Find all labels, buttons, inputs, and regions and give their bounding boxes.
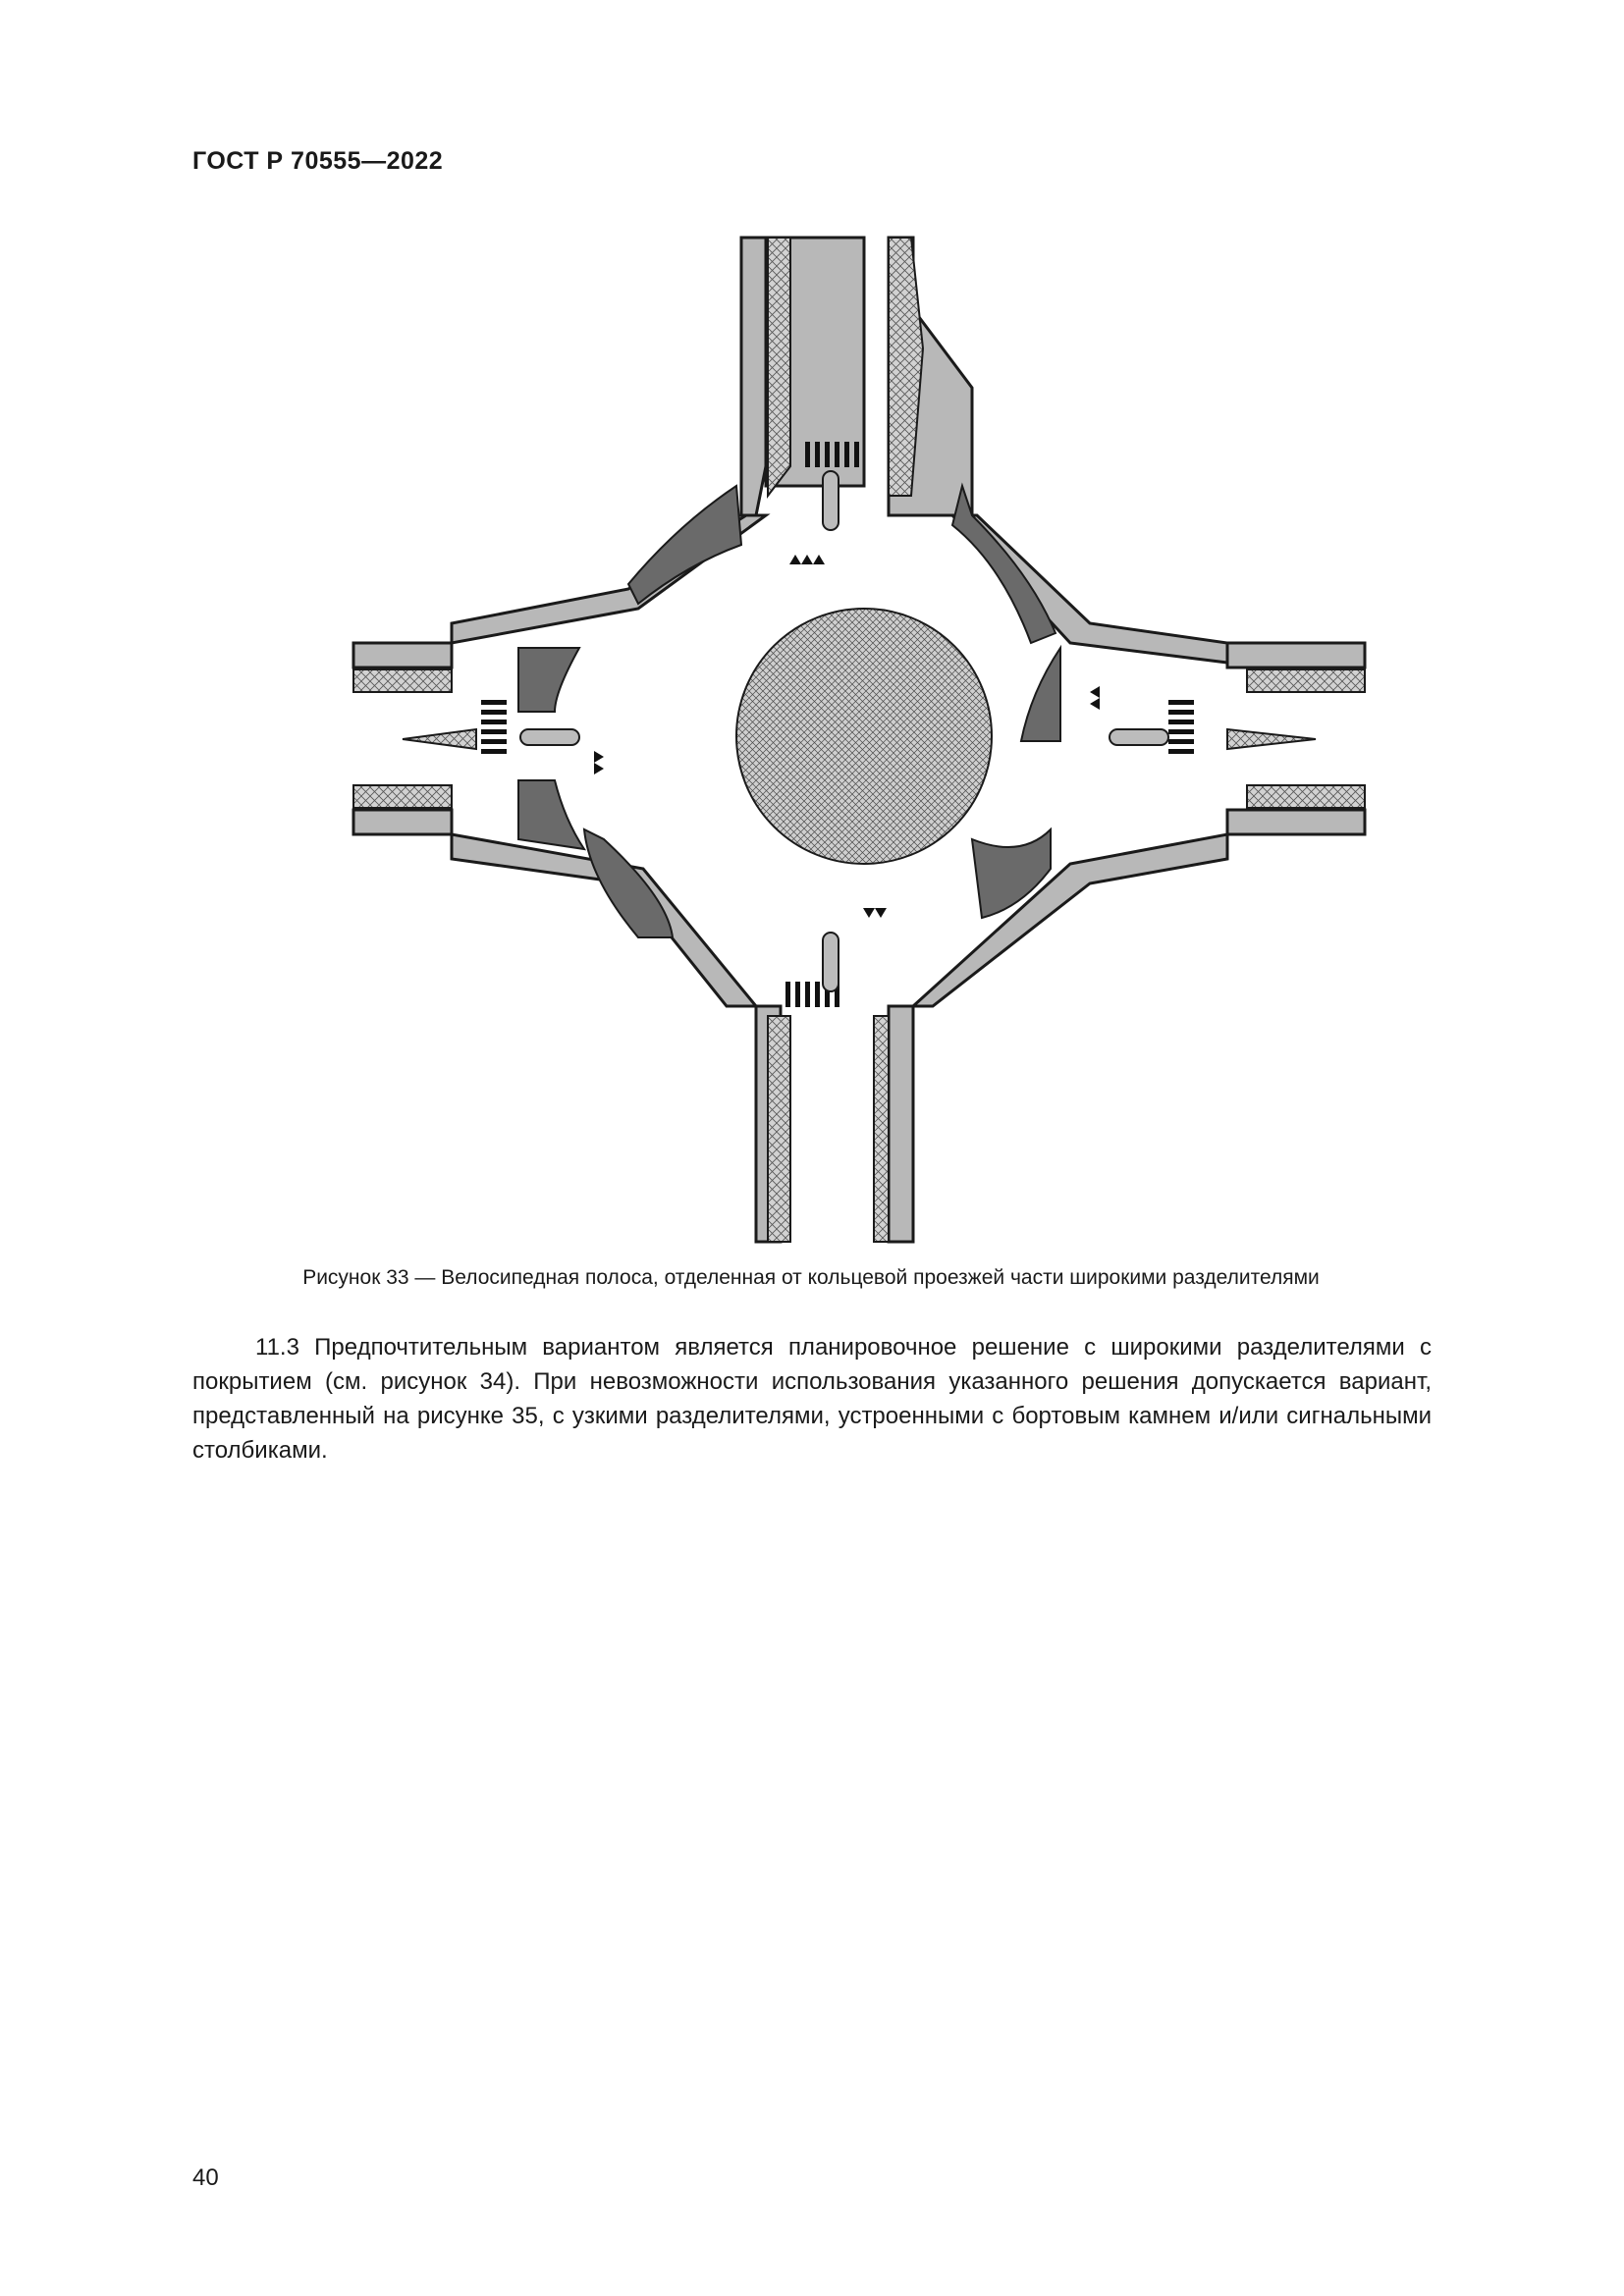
document-header: ГОСТ Р 70555—2022 [192, 147, 444, 175]
figure-caption: Рисунок 33 — Велосипедная полоса, отделенная от кольцевой проезжей части широкими разделителями [302, 1266, 1320, 1289]
roundabout-figure [344, 231, 1375, 1252]
page-number: 40 [192, 2164, 219, 2191]
body-paragraph-container [192, 1330, 1432, 1468]
central-island [736, 609, 992, 864]
roundabout-diagram [344, 231, 1375, 1252]
body-paragraph: 11.3 Предпочтительным вариантом является планировочное решение с широкими разделителями с покрытием (см. рисунок 34). При невозможности использования указанного решения допускается вариант, представленный на рисунке 35, с узкими разделителями, устроенными с бортовым камнем и/или сигнальными столбиками. [192, 1334, 1432, 1464]
